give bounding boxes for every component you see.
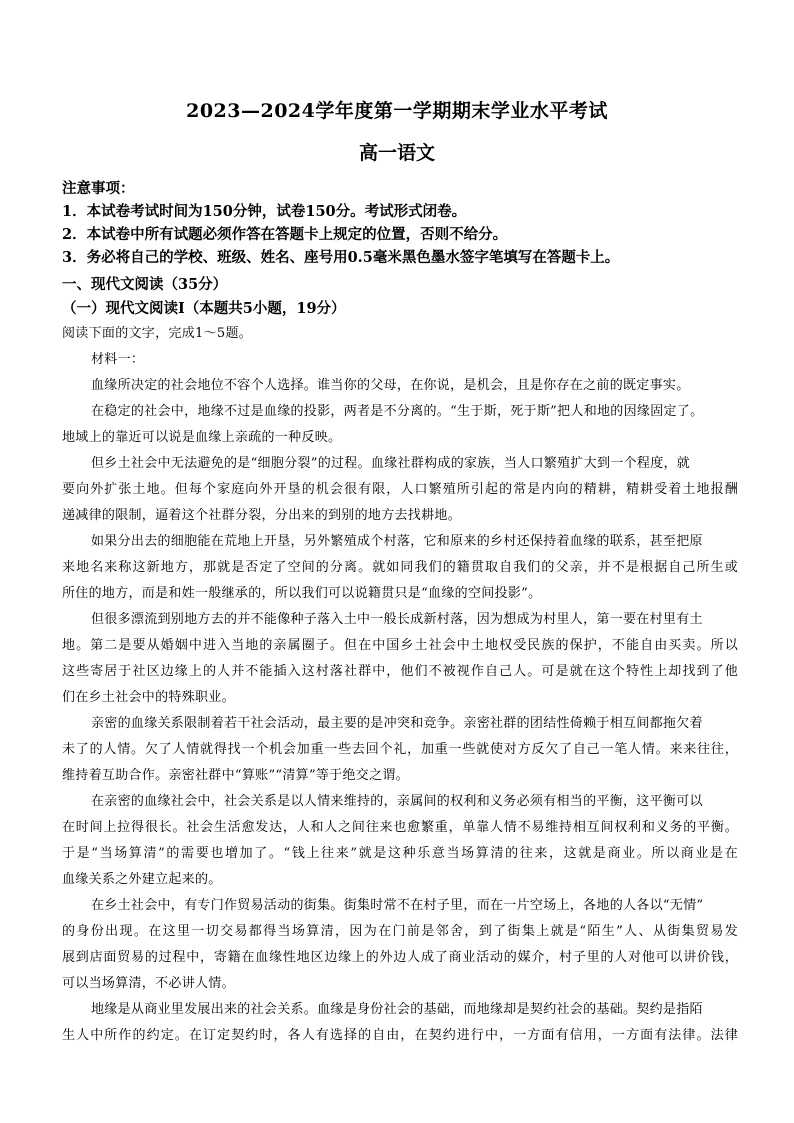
subject-title: 高一语文 <box>358 142 435 164</box>
passage-line: 所住的地方，而是和姓一般继承的，所以我们可以说籍贯只是“血缘的空间投影”。 <box>62 586 542 601</box>
subsection-heading: （一）现代文阅读Ⅰ（本题共5小题，19分） <box>62 300 346 317</box>
passage-line: 血缘关系之外建立起来的。 <box>62 872 222 887</box>
passage-line: 这些寄居于社区边缘上的人并不能插入这村落社群中，他们不被视作自己人。可是就在这个特性上却找到了他 <box>62 664 738 679</box>
passage-line: 在乡土社会中，有专门作贸易活动的街集。街集时常不在村子里，而在一片空场上，各地的人各以“无情” <box>91 898 704 913</box>
passage-line: 血缘所决定的社会地位不容个人选择。谁当你的父母，在你说，是机会，且是你存在之前的既定事实。 <box>91 378 690 393</box>
passage-line: 地。第二是要从婚姻中进入当地的亲属圈子。但在中国乡土社会中土地权受民族的保护，不能自由买卖。所以 <box>62 638 738 653</box>
passage-line: 在时间上拉得很长。社会生活愈发达，人和人之间往来也愈繁重，单靠人情不易维持相互间权利和义务的平衡。 <box>62 820 738 835</box>
passage-line: 维持着互助合作。亲密社群中“算账”“清算”等于绝交之谓。 <box>62 768 409 783</box>
passage-line: 亲密的血缘关系限制着若干社会活动，最主要的是冲突和竞争。亲密社群的团结性倚赖于相互间都拖欠着 <box>91 716 703 731</box>
passage-line: 来地名来称这新地方，那就是否定了空间的分离。就如同我们的籍贯取自我们的父亲，并不是根据自己所生或 <box>62 560 738 575</box>
passage-line: 生人中所作的约定。在订定契约时，各人有选择的自由，在契约进行中，一方面有信用，一方面有法律。法律 <box>62 1028 738 1043</box>
passage-line: 递减律的限制，逼着这个社群分裂，分出来的到别的地方去找耕地。 <box>62 508 462 523</box>
passage-line: 可以当场算清，不必讲人情。 <box>62 976 235 991</box>
exam-title: 2023—2024学年度第一学期期末学业水平考试 <box>186 100 608 122</box>
passage-line: 但很多漂流到别地方去的并不能像种子落入土中一般长成新村落，因为想成为村里人，第一要在村里有土 <box>91 612 703 627</box>
passage-line: 但乡土社会中无法避免的是“细胞分裂”的过程。血缘社群构成的家族，当人口繁殖扩大到一个程度，就 <box>91 456 691 471</box>
passage-line: 在稳定的社会中，地缘不过是血缘的投影，两者是不分离的。“生于斯，死于斯”把人和地的因缘固定了。 <box>91 404 704 419</box>
notice-item: 3．务必将自己的学校、班级、姓名、座号用0.5毫米黑色墨水签字笔填写在答题卡上。 <box>62 249 620 266</box>
passage-line: 地缘是从商业里发展出来的社会关系。血缘是身份社会的基础，而地缘却是契约社会的基础。契约是指陌 <box>91 1002 703 1017</box>
passage-line: 的身份出现。在这里一切交易都得当场算清，因为在门前是邻舍，到了街集上就是“陌生”人、从街集贸易发 <box>62 924 738 939</box>
notice-heading: 注意事项： <box>62 180 135 197</box>
passage-line: 于是“当场算清”的需要也增加了。“钱上往来”就是这种乐意当场算清的往来，这就是商业。所以商业是在 <box>62 846 738 861</box>
notice-item: 2．本试卷中所有试题必须作答在答题卡上规定的位置，否则不给分。 <box>62 226 508 243</box>
passage-line: 们在乡土社会中的特殊职业。 <box>62 690 235 705</box>
passage-line: 展到店面贸易的过程中，寄籍在血缘性地区边缘上的外边人成了商业活动的媒介，村子里的人对他可以讲价钱， <box>62 950 738 965</box>
notice-item: 1．本试卷考试时间为150分钟，试卷150分。考试形式闭卷。 <box>62 203 467 220</box>
material-label: 材料一： <box>91 352 145 367</box>
passage-line: 如果分出去的细胞能在荒地上开垦，另外繁殖成个村落，它和原来的乡村还保持着血缘的联系，甚至把原 <box>91 534 703 549</box>
passage-line: 未了的人情。欠了人情就得找一个机会加重一些去回个礼，加重一些就使对方反欠了自己一笔人情。来来往往， <box>62 742 738 757</box>
section-heading: 一、现代文阅读（35分） <box>62 276 228 293</box>
passage-line: 要向外扩张土地。但每个家庭向外开垦的机会很有限，人口繁殖所引起的常是内向的精耕，精耕受着土地报酬 <box>62 482 738 497</box>
passage-line: 在亲密的血缘社会中，社会关系是以人情来维持的，亲属间的权利和义务必须有相当的平衡，这平衡可以 <box>91 794 703 809</box>
reading-instruction: 阅读下面的文字，完成1～5题。 <box>62 326 253 341</box>
passage-line: 地域上的靠近可以说是血缘上亲疏的一种反映。 <box>62 430 342 445</box>
